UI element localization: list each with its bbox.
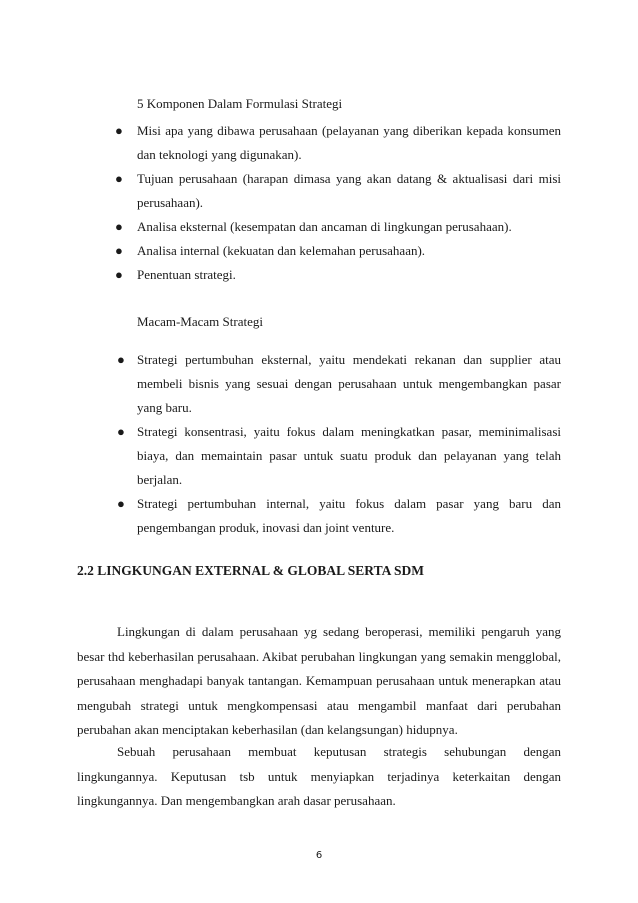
bullet-icon: ● (117, 352, 125, 367)
section-heading: 2.2 LINGKUNGAN EXTERNAL & GLOBAL SERTA SDM (77, 563, 424, 578)
types-list (117, 348, 561, 540)
list-item: ● Analisa eksternal (kesempatan dan ancaman di lingkungan perusahaan). (115, 215, 561, 239)
list-item: ● Misi apa yang dibawa perusahaan (pelayanan yang diberikan kepada konsumen dan teknologi yang digunakan). (115, 119, 561, 167)
components-list (115, 119, 561, 287)
types-subtitle: Macam-Macam Strategi (137, 314, 263, 329)
body-paragraph: Sebuah perusahaan membuat keputusan strategis sehubungan dengan lingkungannya. Keputusan tsb untuk menyiapkan terjadinya keterkaitan dengan lingkungannya. Dan mengembangkan arah dasar perusahaan. (77, 744, 561, 808)
list-item: ● Strategi pertumbuhan eksternal, yaitu mendekati rekanan dan supplier atau membeli bisnis yang sesuai dengan perusahaan untuk mengembangkan pasar yang baru. (117, 348, 561, 420)
list-item: ● Strategi pertumbuhan internal, yaitu fokus dalam pasar yang baru dan pengembangan produk, inovasi dan joint venture. (117, 492, 561, 540)
bullet-icon: ● (115, 171, 123, 186)
bullet-icon: ● (117, 424, 125, 439)
bullet-icon: ● (115, 123, 123, 138)
bullet-icon: ● (117, 496, 125, 511)
body-paragraph: Lingkungan di dalam perusahaan yg sedang beroperasi, memiliki pengaruh yang besar thd keberhasilan perusahaan. Akibat perubahan lingkungan yang semakin mengglobal, perusahaan menghadapi banyak tantangan. Kemampuan perusahaan untuk menerapkan atau mengubah strategi untuk mengkompensasi atau mengambil manfaat dari perubahan perubahan akan menciptakan keberhasilan (dan kelangsungan) hidupnya. (77, 624, 561, 737)
bullet-icon: ● (115, 267, 123, 282)
list-item: ● Tujuan perusahaan (harapan dimasa yang akan datang & aktualisasi dari misi perusahaan). (115, 167, 561, 215)
list-item: ● Analisa internal (kekuatan dan kelemahan perusahaan). (115, 239, 561, 263)
bullet-icon: ● (115, 219, 123, 234)
list-item: ● Strategi konsentrasi, yaitu fokus dalam meningkatkan pasar, meminimalisasi biaya, dan memaintain pasar untuk suatu produk dan pelayanan yang telah berjalan. (117, 420, 561, 492)
page-number: 6 (315, 850, 323, 861)
bullet-icon: ● (115, 243, 123, 258)
components-subtitle: 5 Komponen Dalam Formulasi Strategi (137, 96, 343, 111)
list-item: ● Penentuan strategi. (115, 263, 561, 287)
